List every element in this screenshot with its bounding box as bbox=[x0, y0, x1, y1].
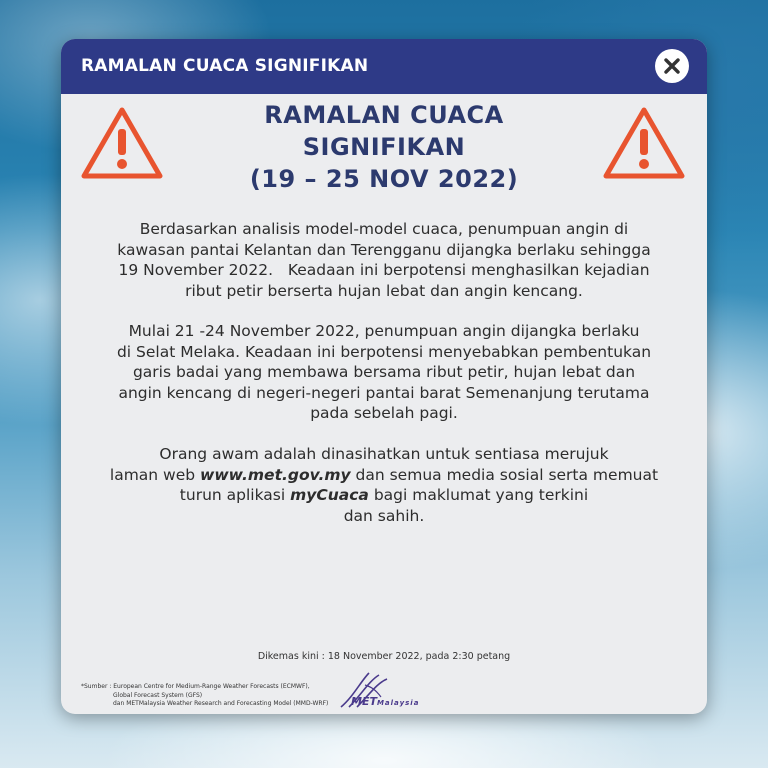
paragraph-line bbox=[81, 465, 687, 486]
text-segment: laman web bbox=[109, 465, 201, 484]
warning-triangle-icon bbox=[602, 105, 686, 181]
logo-sub-text: Malaysia bbox=[376, 699, 420, 707]
text-segment: dan semua media sosial serta memuat bbox=[350, 465, 659, 484]
headline-date-range: (19 – 25 NOV 2022) bbox=[249, 165, 519, 193]
paragraph-2 bbox=[81, 321, 687, 424]
paragraph-line: di Selat Melaka. Keadaan ini berpotensi menyebabkan pembentukan bbox=[116, 342, 652, 361]
paragraph-line: Mulai 21 -24 November 2022, penumpuan angin dijangka berlaku bbox=[128, 322, 640, 340]
text-segment: bagi maklumat yang terkini bbox=[368, 486, 589, 504]
paragraph-1 bbox=[81, 219, 687, 301]
logo-main-text: MET bbox=[351, 695, 377, 708]
paragraph-line: angin kencang di negeri-negeri pantai barat Semenanjung terutama bbox=[118, 383, 650, 402]
paragraph-line bbox=[81, 485, 687, 506]
weather-warning-dialog bbox=[61, 39, 707, 714]
warning-triangle-icon bbox=[80, 105, 164, 181]
dialog-titlebar bbox=[61, 39, 707, 94]
app-name: myCuaca bbox=[290, 486, 369, 504]
paragraph-line: Berdasarkan analisis model-model cuaca, penumpuan angin di bbox=[139, 220, 629, 238]
website-link[interactable]: www.met.gov.my bbox=[200, 465, 351, 484]
source-line: dan METMalaysia Weather Research and Forecasting Model (MMD-WRF) bbox=[113, 700, 329, 707]
logo-wordmark bbox=[351, 695, 419, 708]
metmalaysia-logo bbox=[335, 667, 435, 713]
paragraph-3 bbox=[81, 444, 687, 526]
paragraph-line: pada sebelah pagi. bbox=[310, 404, 458, 422]
paragraph-line: kawasan pantai Kelantan dan Terengganu dijangka berlaku sehingga bbox=[117, 240, 651, 259]
text-segment: turun aplikasi bbox=[179, 486, 291, 504]
paragraph-line: garis badai yang membawa bersama ribut petir, hujan lebat dan bbox=[132, 363, 636, 381]
paragraph-line: Orang awam adalah dinasihatkan untuk sentiasa merujuk bbox=[159, 445, 609, 463]
sources-note bbox=[81, 683, 328, 709]
paragraph-line: ribut petir berserta hujan lebat dan angin kencang. bbox=[185, 281, 583, 300]
dialog-title: RAMALAN CUACA SIGNIFIKAN bbox=[81, 56, 369, 76]
source-line: Global Forecast System (GFS) bbox=[113, 691, 203, 699]
last-updated-text: Dikemas kini : 18 November 2022, pada 2:30 petang bbox=[257, 651, 511, 662]
headline-line-2: SIGNIFIKAN bbox=[302, 133, 466, 161]
paragraph-line: dan sahih. bbox=[343, 506, 425, 525]
source-line: *Sumber : European Centre for Medium-Range Weather Forecasts (ECMWF), bbox=[81, 683, 310, 690]
paragraph-line: 19 November 2022. Keadaan ini berpotensi menghasilkan kejadian bbox=[118, 261, 650, 279]
headline-line-1: RAMALAN CUACA bbox=[264, 101, 504, 129]
close-icon bbox=[664, 58, 680, 74]
close-button[interactable] bbox=[655, 49, 689, 83]
